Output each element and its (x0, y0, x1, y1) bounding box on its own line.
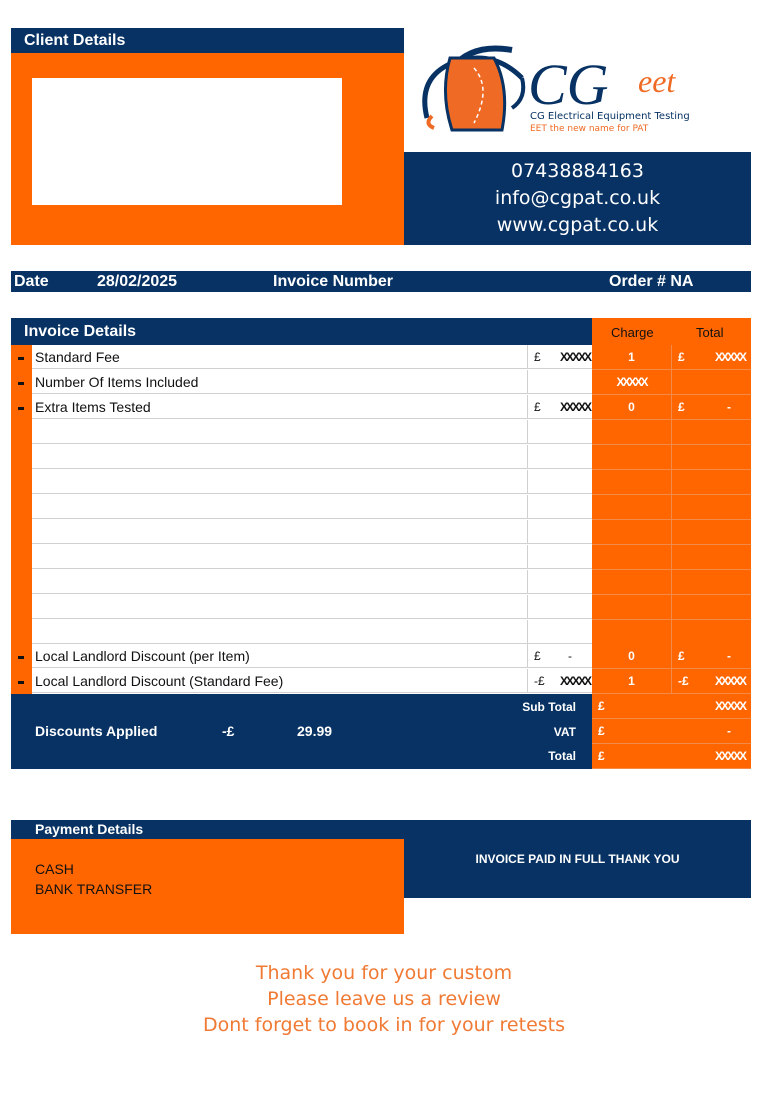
subtotal-label: Sub Total (522, 700, 576, 714)
empty-row (11, 420, 751, 445)
payment-status-panel (404, 820, 751, 898)
table-row (11, 669, 751, 694)
total-row: £ XXXXX (592, 744, 751, 769)
row-price: £ - (528, 644, 592, 668)
subtotal-row: £ XXXXX (592, 694, 751, 719)
row-charge: XXXXX (592, 370, 672, 395)
thanks-line-1: Thank you for your custom (255, 962, 513, 984)
table-row (11, 395, 751, 420)
email-address[interactable]: info@cgpat.co.uk (494, 187, 661, 209)
empty-row (11, 595, 751, 620)
thank-you-message (0, 960, 768, 1038)
row-total: £ - (672, 395, 751, 420)
row-total (672, 370, 751, 395)
row-marker (11, 370, 32, 395)
row-description: Standard Fee (32, 345, 528, 369)
total-label: Total (548, 749, 576, 763)
empty-row (11, 445, 751, 470)
row-description: Local Landlord Discount (per Item) (32, 644, 528, 668)
row-total: £ - (672, 644, 751, 669)
row-description: Number Of Items Included (32, 370, 528, 394)
summary-panel (11, 694, 592, 769)
row-marker (11, 644, 32, 669)
empty-row (11, 620, 751, 645)
row-charge: 1 (592, 669, 672, 694)
phone-number: 07438884163 (511, 160, 644, 182)
row-price: £ XXXXX (528, 395, 592, 419)
date-label: Date (14, 273, 49, 290)
vat-value: - (727, 724, 731, 738)
row-marker (11, 345, 32, 370)
order-number: Order # NA (609, 273, 694, 290)
vat-label: VAT (553, 725, 576, 739)
empty-row (11, 520, 751, 545)
summary-values (592, 694, 751, 769)
payment-details-header: Payment Details (11, 820, 404, 839)
row-marker (11, 395, 32, 420)
payment-method-cash: CASH (35, 861, 74, 877)
svg-text:EET the new name for PAT: EET the new name for PAT (530, 124, 649, 134)
invoice-info-bar (11, 271, 751, 292)
company-logo (412, 38, 742, 144)
table-row (11, 370, 751, 395)
empty-row (11, 495, 751, 520)
client-details-header: Client Details (11, 28, 404, 53)
payment-method-bank-transfer: BANK TRANSFER (35, 881, 153, 897)
table-row (11, 345, 751, 370)
row-total: -£ XXXXX (672, 669, 751, 694)
thanks-line-2: Please leave us a review (267, 988, 501, 1010)
discounts-value: 29.99 (297, 723, 333, 739)
total-column-header: Total (696, 325, 724, 340)
contact-panel (404, 152, 751, 245)
kettle-logo-icon (412, 38, 742, 144)
invoice-column-headers (592, 318, 751, 345)
subtotal-value: XXXXX (714, 699, 745, 713)
row-total: £ XXXXX (672, 345, 751, 370)
empty-row (11, 470, 751, 495)
svg-text:eet: eet (638, 63, 676, 99)
row-price (528, 370, 592, 394)
row-charge: 0 (592, 395, 672, 420)
invoice-details-header: Invoice Details (11, 318, 592, 345)
row-charge: 1 (592, 345, 672, 370)
charge-column-header: Charge (611, 325, 654, 340)
vat-row: £ - (592, 719, 751, 744)
invoice-number-label: Invoice Number (273, 273, 394, 290)
client-address-box (32, 78, 342, 205)
row-price: -£ XXXXX (528, 669, 592, 693)
row-description: Extra Items Tested (32, 395, 528, 419)
svg-text:CG: CG (528, 52, 609, 117)
website-link[interactable]: www.cgpat.co.uk (496, 214, 659, 236)
empty-row (11, 570, 751, 595)
discounts-currency: -£ (222, 723, 235, 739)
thanks-line-3: Dont forget to book in for your retests (202, 1014, 566, 1036)
payment-status-text: INVOICE PAID IN FULL THANK YOU (475, 852, 680, 866)
date-value: 28/02/2025 (97, 273, 178, 290)
empty-row (11, 545, 751, 570)
row-marker (11, 669, 32, 694)
discounts-applied-label: Discounts Applied (35, 723, 158, 739)
row-description: Local Landlord Discount (Standard Fee) (32, 669, 528, 693)
row-charge: 0 (592, 644, 672, 669)
row-price: £ XXXXX (528, 345, 592, 369)
svg-text:CG Electrical Equipment Testin: CG Electrical Equipment Testing (530, 111, 690, 122)
payment-methods-panel (11, 839, 404, 934)
total-value: XXXXX (714, 749, 745, 763)
table-row (11, 644, 751, 669)
